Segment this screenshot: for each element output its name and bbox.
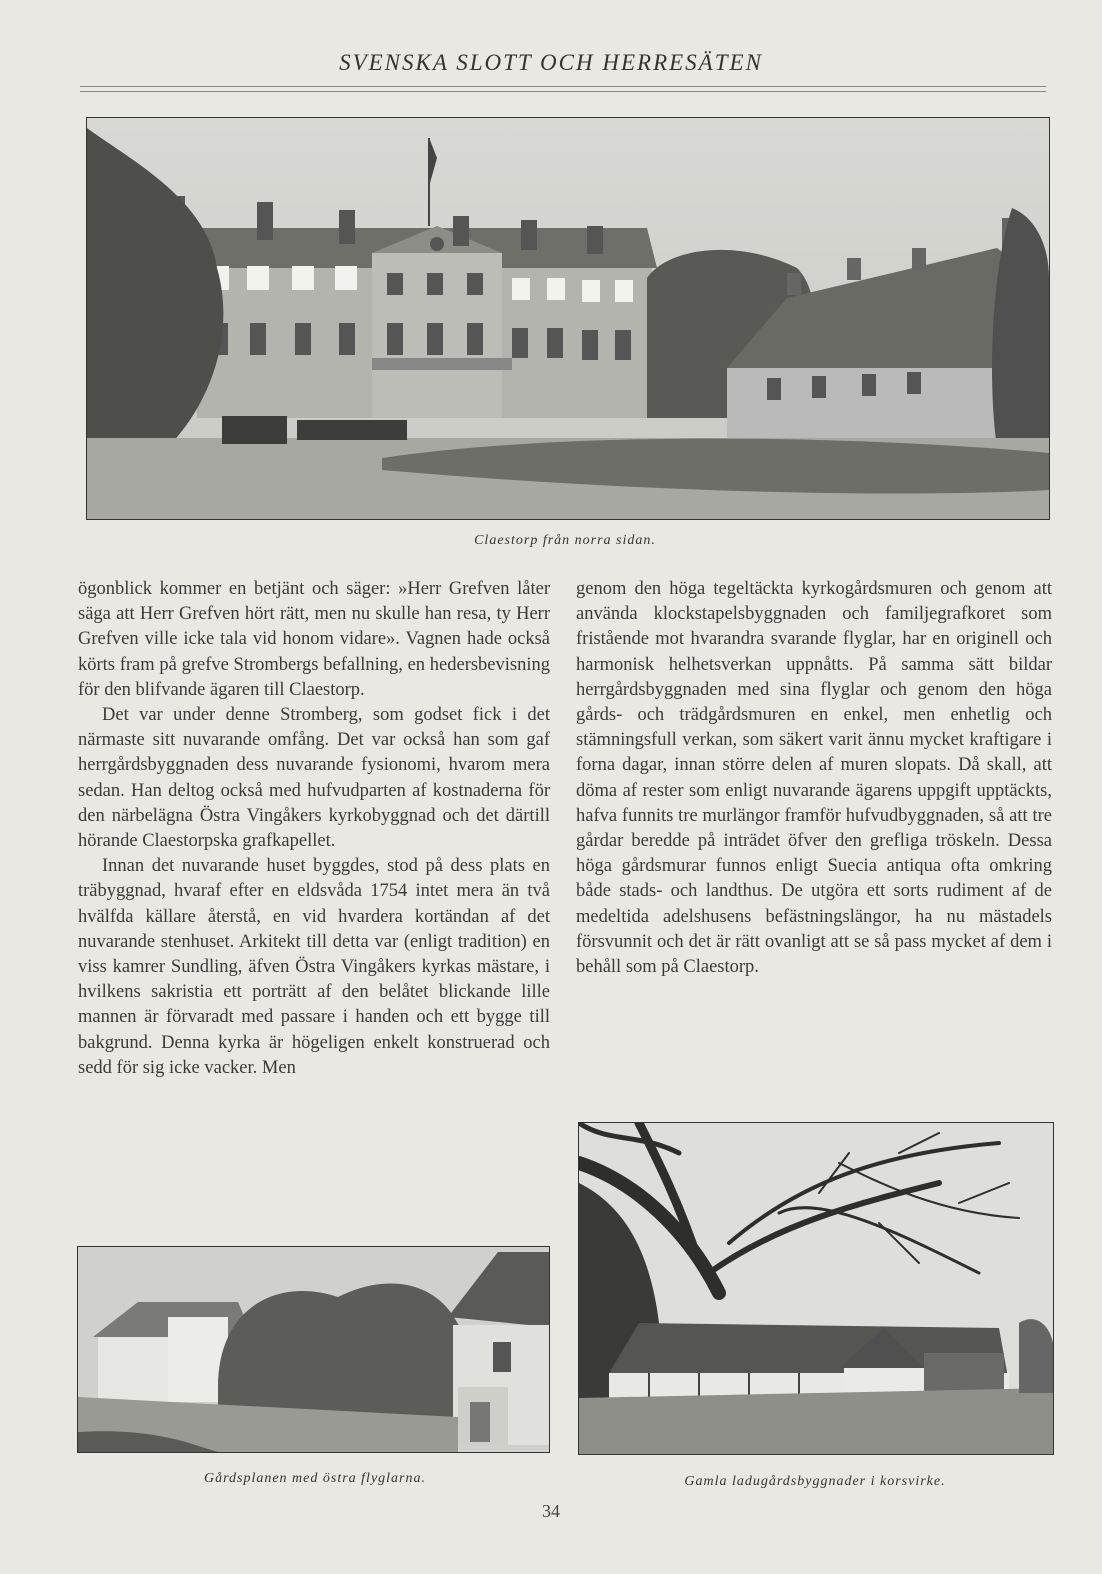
left-paragraph-3: Innan det nuvarande huset byggdes, stod på dess plats en träbyggnad, hvaraf efter en eldsvåda 1754 intet mera än två hvälfda källare återstå, en vid hvardera kortändan af det nuvarande stenhuset. Arkitekt till detta var (enligt tradition) en viss kamrer Sundling, äfven Östra Vingåkers kyrkas mästare, i hvilkens sakristia ett porträtt af den belåtet blickande lille mannen är förvaradt med passare i handen och ett bygge till bakgrund. Denna kyrka är högeligen enkelt konstruerad och sedd för sig icke vacker. Men <box>78 856 550 1078</box>
manor-photo <box>86 117 1050 520</box>
page-number: 34 <box>542 1501 560 1521</box>
left-paragraph-2: Det var under denne Stromberg, som godset fick i det närmaste sitt nuvarande omfång. Det var också han som gaf herrgårdsbyggnaden dess nuvarande fysionomi, hvarom mera sedan. Han deltog också med hufvudparten af kostnaderna för den närbelägna Östra Vingåkers kyrkobyggnad och det därtill hörande Claestorpska grafkapellet. <box>78 705 550 852</box>
running-header: SVENSKA SLOTT OCH HERRESÄTEN <box>339 50 763 75</box>
right-text-column <box>576 577 1052 980</box>
header-rule-top <box>80 86 1046 87</box>
top-photo-caption: Claestorp från norra sidan. <box>474 533 656 548</box>
courtyard-photo <box>77 1246 550 1453</box>
bottom-right-caption: Gamla ladugårdsbyggnader i korsvirke. <box>684 1474 946 1489</box>
left-paragraph-1: ögonblick kommer en betjänt och säger: »Herr Grefven låter säga att Herr Grefven hört rätt, men nu skulle han resa, ty Herr Grefven ville icke tala vid honom vidare». Vagnen hade också körts fram på grefve Strombergs befallning, en hedersbevisning för den blifvande ägaren till Claestorp. <box>78 579 550 700</box>
left-text-column <box>78 577 550 1081</box>
right-paragraph-1: genom den höga tegeltäckta kyrkogårdsmuren och genom att använda klockstapelsbyggnaden och familjegrafkoret som fristående mot hvarandra svarande flyglar, har en originell och harmonisk helhetsverkan uppnåtts. På samma sätt bildar herrgårdsbyggnaden med sina flyglar och genom den höga gårds- och trädgårdsmuren en enkel, men enhetlig och stämningsfull verkan, som säkert varit ännu mycket kraftigare i forna dagar, innan större delen af muren slopats. Då skall, att döma af rester som enligt nuvarande ägarens uppgift upptäckts, hafva funnits tre murlängor framför hufvudbyggnaden, så att tre gårdar beredde på inträdet öfver den grefliga tröskeln. Dessa höga gårdsmurar funnos enligt Suecia antiqua ofta omkring både stads- och landthus. De utgöra ett sorts rudiment af de medeltida adelshusens befästningslängor, ha nu mästadels försvunnit och det är rätt ovanligt att se så pass mycket af dem i behåll som på Claestorp. <box>576 579 1052 978</box>
header-rule-bottom <box>80 91 1046 92</box>
bottom-left-caption: Gårdsplanen med östra flyglarna. <box>203 1471 427 1486</box>
barns-photo <box>578 1122 1054 1455</box>
